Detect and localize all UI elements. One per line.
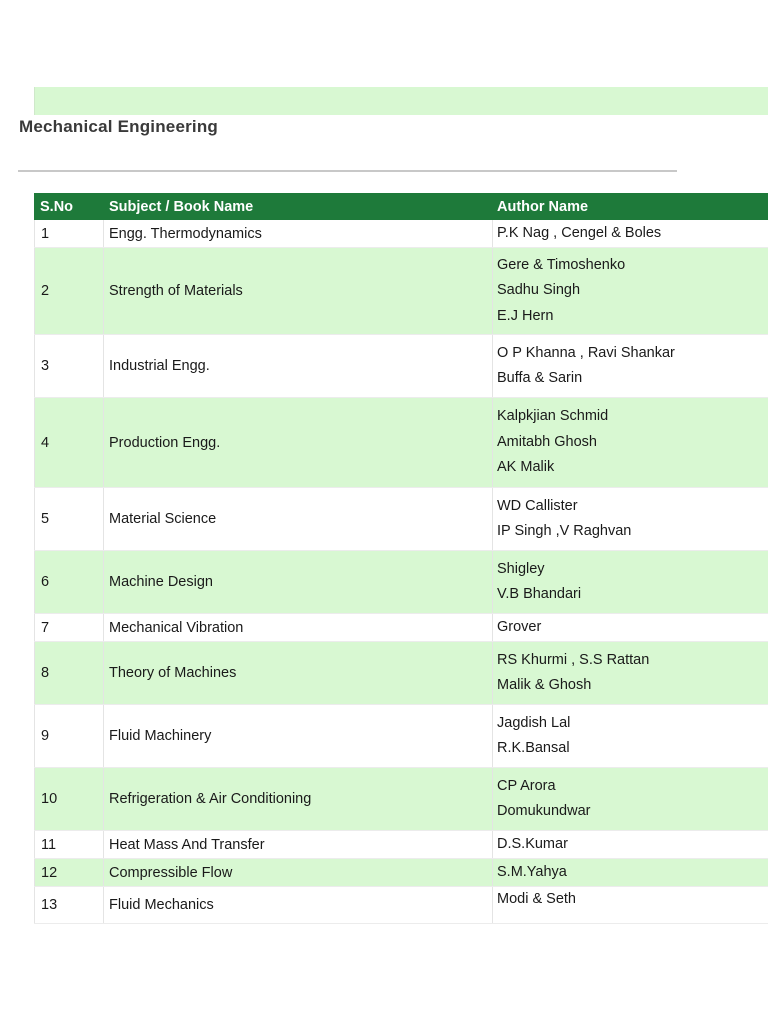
cell-subject: Machine Design xyxy=(104,551,493,613)
cell-authors xyxy=(493,614,768,641)
author-name: WD Callister xyxy=(497,497,578,514)
author-name: Sadhu Singh xyxy=(497,282,581,299)
author-name: Malik & Ghosh xyxy=(497,677,592,693)
table-row xyxy=(34,705,768,768)
author-name: IP Singh ,V Raghvan xyxy=(497,523,632,539)
header-subject: Subject / Book Name xyxy=(109,198,254,215)
cell-sno: 12 xyxy=(34,859,104,886)
cell-sno: 3 xyxy=(34,335,104,397)
cell-subject: Strength of Materials xyxy=(104,248,493,334)
cell-subject: Industrial Engg. xyxy=(104,335,493,397)
cell-sno: 11 xyxy=(34,831,104,858)
page-title: Mechanical Engineering xyxy=(19,117,219,136)
book-table xyxy=(34,193,768,924)
author-name: Amitabh Ghosh xyxy=(497,433,597,450)
table-row xyxy=(34,220,768,248)
cell-authors xyxy=(493,859,768,886)
cell-authors xyxy=(493,887,768,923)
cell-sno: 13 xyxy=(34,887,104,923)
author-name: Grover xyxy=(497,618,542,635)
table-row xyxy=(34,887,768,924)
cell-subject: Theory of Machines xyxy=(104,642,493,704)
author-name: D.S.Kumar xyxy=(497,835,568,852)
author-name: O P Khanna , Ravi Shankar xyxy=(497,344,675,361)
cell-authors xyxy=(493,831,768,858)
cell-authors xyxy=(493,335,768,397)
table-row xyxy=(34,551,768,614)
cell-sno: 9 xyxy=(34,705,104,767)
author-name: Kalpkjian Schmid xyxy=(497,408,609,425)
author-name: CP Arora xyxy=(497,777,556,794)
table-row xyxy=(34,398,768,488)
top-band xyxy=(34,87,768,115)
table-row xyxy=(34,642,768,705)
cell-sno: 1 xyxy=(34,220,104,247)
divider xyxy=(18,170,677,172)
author-name: AK Malik xyxy=(497,459,555,476)
cell-sno: 2 xyxy=(34,248,104,334)
cell-subject: Fluid Mechanics xyxy=(104,887,493,923)
cell-sno: 6 xyxy=(34,551,104,613)
cell-sno: 8 xyxy=(34,642,104,704)
table-header-row xyxy=(34,193,768,220)
header-author: Author Name xyxy=(497,198,589,215)
cell-authors xyxy=(493,705,768,767)
table-row xyxy=(34,335,768,398)
author-name: P.K Nag , Cengel & Boles xyxy=(497,224,662,241)
cell-authors xyxy=(493,642,768,704)
table-body xyxy=(34,220,768,924)
cell-authors xyxy=(493,220,768,247)
author-name: R.K.Bansal xyxy=(497,740,570,756)
author-name: Domukundwar xyxy=(497,803,591,819)
cell-authors xyxy=(493,488,768,550)
cell-subject: Material Science xyxy=(104,488,493,550)
cell-sno: 10 xyxy=(34,768,104,830)
table-row xyxy=(34,248,768,335)
cell-authors xyxy=(493,248,768,334)
cell-subject: Engg. Thermodynamics xyxy=(104,220,493,247)
author-name: Modi & Seth xyxy=(497,891,576,907)
table-row xyxy=(34,831,768,859)
table-row xyxy=(34,859,768,887)
author-name: RS Khurmi , S.S Rattan xyxy=(497,651,650,668)
author-name: Gere & Timoshenko xyxy=(497,256,626,273)
author-name: Shigley xyxy=(497,560,545,577)
author-name: Buffa & Sarin xyxy=(497,370,583,386)
table-row xyxy=(34,488,768,551)
author-name: Jagdish Lal xyxy=(497,714,571,731)
cell-sno: 4 xyxy=(34,398,104,487)
cell-subject: Heat Mass And Transfer xyxy=(104,831,493,858)
cell-subject: Fluid Machinery xyxy=(104,705,493,767)
cell-authors xyxy=(493,398,768,487)
cell-subject: Compressible Flow xyxy=(104,859,493,886)
cell-sno: 5 xyxy=(34,488,104,550)
author-name: S.M.Yahya xyxy=(497,863,567,880)
cell-authors xyxy=(493,551,768,613)
header-sno: S.No xyxy=(40,198,74,215)
table-row xyxy=(34,614,768,642)
author-name: E.J Hern xyxy=(497,307,554,324)
cell-authors xyxy=(493,768,768,830)
author-name: V.B Bhandari xyxy=(497,586,582,602)
cell-subject: Production Engg. xyxy=(104,398,493,487)
table-row xyxy=(34,768,768,831)
cell-subject: Mechanical Vibration xyxy=(104,614,493,641)
cell-sno: 7 xyxy=(34,614,104,641)
cell-subject: Refrigeration & Air Conditioning xyxy=(104,768,493,830)
